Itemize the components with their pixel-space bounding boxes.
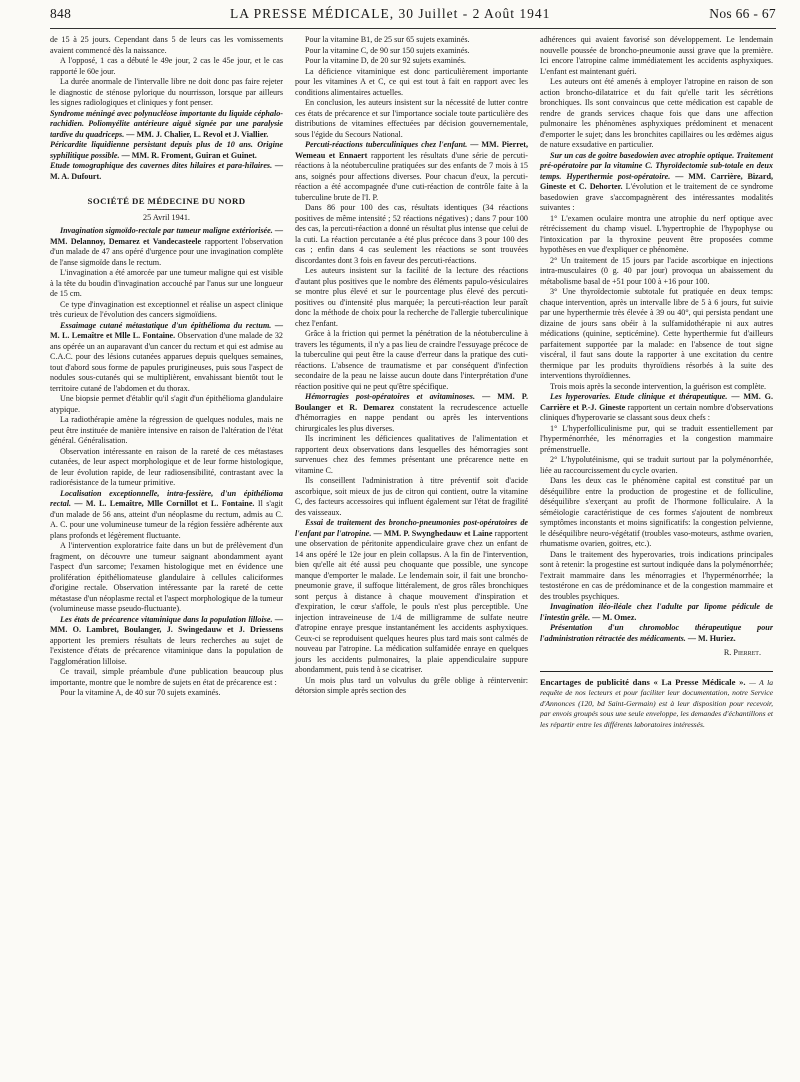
paragraph: Ils conseillent l'administration à titre préventif soit d'acide ascorbique, soit mieux de jus de citron qui contient, outre la vitamine C, des facteurs accessoires qui influent également sur l'état de fragilité des vaisseaux.: [295, 476, 528, 517]
paragraph: 2° L'hypolutéinisme, qui se traduit surtout par la polyménorrhée, liée au raccourcissement du cycle ovarien.: [540, 455, 773, 475]
communication-title: Les hyperovaries. Etude clinique et thérapeutique.: [550, 392, 728, 401]
communication-title: Péricardite liquidienne persistant depuis plus de 10 ans. Origine syphilitique possible.: [50, 140, 283, 160]
communication-authors: — M. L. Lemaître, Mlle Cornillot et L. Fontaine.: [74, 499, 255, 508]
communication-entry: [50, 140, 283, 161]
paragraph: Dans le traitement des hyperovaries, trois indications principales sont à retenir: la progestine est surtout indiquée dans la polyménorrhée; l'extrait mammaire dans les ménorragies et l'hyperménorrhée; la testostérone en cas de prédominance et de la congestion mammaire et des troubles psychiques.: [540, 549, 773, 601]
paragraph: Les auteurs insistent sur la facilité de la lecture des réactions d'autant plus positives que le nombre des éléments papulo-vésiculaires se montre plus élevé et sur le pourcentage plus élevé des percuti-positives ou d'intensité plus marquée; la percuti-réaction leur paraît donc la méthode de choix pour la recherche de l'allergie tuberculinique chez l'enfant.: [295, 266, 528, 328]
paragraph: Trois mois après la seconde intervention, la guérison est complète.: [550, 381, 767, 391]
communication-text: rapportent l'observation d'un malade de 47 ans opéré d'urgence pour une invagination complète de l'anse sigmoïde dans le rectum.: [50, 236, 283, 267]
paragraph: La durée anormale de l'intervalle libre ne doit donc pas faire rejeter le diagnostic de sténose pylorique du nourrisson, lorsque par ailleurs les signes radiologiques et cliniques y font penser.: [50, 77, 283, 107]
communication-authors: — MM. O. Lambret, Boulanger, J. Swingedauw et J. Driessens: [50, 614, 284, 634]
communication-entry: [50, 321, 283, 395]
paragraph: Une biopsie permet d'établir qu'il s'agit d'un épithélioma glandulaire atypique.: [50, 394, 283, 414]
communication-text: rapportent un certain nombre d'observations cliniques d'hyperovarie se classant sous deux chefs :: [540, 402, 774, 422]
communication-title: Hémorragies post-opératoires et avitaminoses.: [305, 392, 475, 401]
paragraph: 2° Un traitement de 15 jours par l'acide ascorbique en injections intra-musculaires (0 g. 40 par jour) provoqua un abaissement du métabolisme basal de +51 pour 100 à +16 pour 100.: [540, 255, 773, 286]
communication-entry: [540, 151, 773, 214]
communication-entry: [50, 226, 283, 268]
communication-authors: — MM. P. Boulanger et R. Demarez: [295, 392, 528, 412]
communication-authors: — M. Huriez.: [687, 633, 736, 643]
communication-entry: [540, 623, 773, 644]
advertising-notice: [540, 671, 773, 731]
communication-title: Percuti-réactions tuberculiniques chez l'enfant.: [305, 140, 468, 149]
column-2: [295, 35, 528, 1075]
communication-entry: [50, 109, 283, 141]
divider: [147, 209, 187, 210]
communication-entry: [295, 392, 528, 434]
communication-title: Essai de traitement des broncho-pneumonies post-opératoires de l'enfant par l'atropine.: [295, 518, 528, 538]
communication-authors: — MM. Pierret, Wemeau et Ennaert: [295, 140, 528, 160]
communication-title: Invagination sigmoïdo-rectale par tumeur maligne extériorisée.: [60, 226, 273, 235]
paragraph: A l'intervention exploratrice faite dans un but de prélèvement d'un fragment, on découvre une tumeur saignant abondamment ayant l'aspect d'un sarcome; l'examen histologique met en évidence une prolifération épithéliomateuse glandulaire à cellules caliciformes d'origine rectale. Observation intéressante par la rareté de cette métastase d'un néoplasme rectal et l'aspect morphologique de la tumeur (volumineuse masse pseudo-fluctuante).: [50, 541, 283, 613]
paragraph: La radiothérapie amène la régression de quelques nodules, mais ne peut être instituée de manière intensive en raison de l'altération de l'état général. Généralisation.: [50, 415, 283, 445]
paragraph: Dans les deux cas le phénomène capital est constitué par un déséquilibre entre la production de progestine et de folliculine, déséquilibre s'exerçant au profit de l'hormone folliculaire. A la séméiologie caractéristique de ces formes s'ajoutent de nombreux symptômes inconstants et moins significatifs: la congestion pelvienne, le déséquilibre neuro-végétatif (troubles vaso-moteurs, asthme ovarien, rhumatisme ovarien, goitres, etc.).: [540, 476, 773, 548]
notice-title: Encartages de publicité dans « La Presse Médicale ».: [540, 676, 746, 687]
communication-entry: [540, 392, 773, 424]
column-3: [540, 35, 773, 1075]
paragraph: de 15 à 25 jours. Cependant dans 5 de leurs cas les vomissements avaient commencé dès la naissance.: [50, 35, 283, 55]
communication-authors: — M. A. Dufourt.: [50, 161, 284, 181]
communication-authors: — M. Omez.: [592, 612, 637, 622]
communication-entry: [540, 602, 773, 623]
page-header: [50, 6, 776, 29]
communication-text: constatent la recrudescence actuelle d'hémorragies en nappe pendant ou après les interventions chirurgicales les plus diverses.: [295, 402, 528, 433]
communication-authors: — M. L. Lemaître et Mlle L. Fontaine.: [50, 320, 283, 340]
notice-text: — A la requête de nos lecteurs et pour faciliter leur documentation, notre Service d'Annonces (120, bd Saint-Germain) est à leur disposition pour recevoir, par envois groupés sous une seule enveloppe, les demandes d'échantillons et les répartir entre les différents laboratoires intéressés.: [540, 677, 773, 729]
paragraph: L'invagination a été amorcée par une tumeur maligne qui est visible à la tête du boudin d'invagination accouché par l'anus sur une longueur de 15 cm.: [50, 268, 283, 298]
paragraph: Grâce à la friction qui permet la pénétration de la néotuberculine à travers les téguments, il n'y a pas lieu de craindre l'essuyage précoce de la tuberculine qui peut être la cause d'erreur dans la pratique des cuti-réactions. L'absence de traumatisme et par conséquent d'infection secondaire de la peau ne laisse aucun doute dans l'interprétation d'une réaction positive qui ne peut qu'être spécifique.: [295, 329, 528, 391]
communication-authors: — MM. G. Carrière et P.-J. Gineste: [540, 392, 773, 412]
paragraph: 1° L'examen oculaire montra une atrophie du nerf optique avec rétrécissement du champ visuel. L'hypertrophie de l'hypophyse ou l'intoxication par la thyroxine peuvent être proposées comme hypothèses en vue d'expliquer ce phénomène.: [540, 213, 773, 254]
paragraph: Les auteurs ont été amenés à employer l'atropine en raison de son action broncho-dilatatrice et du fait qu'elle tarit les sécrétions bronchiques. Ils sont convaincus que cette médication est capable de rendre de grands services chaque fois que dans une affection pulmonaire les phénomènes asphyxiques prédominent et menacent d'emporter le sujet; dans les bronchites capillaires ou les œdèmes aigus de nature exsudative en particulier.: [540, 77, 773, 149]
journal-title: LA PRESSE MÉDICALE, 30 Juillet - 2 Août 1941: [230, 6, 551, 21]
issue-number: Nos 66 - 67: [709, 6, 776, 21]
communication-authors: — MM. Delannoy, Demarez et Vandecasteele: [50, 226, 284, 246]
paragraph: La déficience vitaminique est donc particulièrement importante pour les vitamines A et C, ce qui est tout à fait en rapport avec les conditions alimentaires actuelles.: [295, 66, 528, 97]
column-1: [50, 35, 283, 1075]
communication-text: Il s'agit d'un malade de 56 ans, atteint d'un néoplasme du rectum, admis au C. A. C. pour une volumineuse tumeur de la région fessière adhérente aux plans profonds et légèrement fluctuante.: [50, 499, 284, 540]
communication-title: Les états de précarence vitaminique dans la population lilloise.: [60, 614, 273, 624]
communication-authors: — MM. Carrière, Bizard, Gineste et C. Dehorter.: [540, 171, 774, 191]
paragraph: Ils incriminent les déficiences qualitatives de l'alimentation et rapportent deux observations dans lesquelles des hémorragies sont survenues chez des femmes présentant une précarence nette en vitamine C.: [295, 434, 528, 475]
signature: R. Pierret.: [723, 648, 761, 657]
communication-entry: [295, 140, 528, 203]
paragraph: 3° Une thyroïdectomie subtotale fut pratiquée en deux temps: chaque intervention, après un intervalle libre de 5 à 6 jours, fut suivie par une hyperthermie très élevée à 39 ou 40°, qui persista pendant une dizaine de jours sans obéir à la sulfamidothérapie ni aux autres médications (quinine, septicémine). Cette hyperthermie fut d'ailleurs parfaitement supportée par la malade: en l'absence de tout signe viscéral, il faut sans doute la rapporter à une excitation du centre thermique par les produits thyroïdiens résorbés à la suite des interventions thyroïdiennes.: [540, 287, 773, 380]
paragraph: Pour la vitamine C, de 90 sur 150 sujets examinés.: [305, 45, 470, 55]
society-heading: SOCIÉTÉ DE MÉDECINE DU NORD: [87, 196, 246, 206]
paragraph: Ce type d'invagination est exceptionnel et réalise un aspect clinique très curieux de l'évolution des cancers sigmoïdiens.: [50, 299, 283, 319]
communication-text: Observation d'une malade de 32 ans opérée un an auparavant d'un cancer du rectum et qui est admise au C.A.C. pour des lésions cutanées apparues depuis quelques semaines, tout d'abord sous forme de papules prurigineuses, puis sous l'aspect de nodules sous-cutanés qui se multiplièrent, envahissant bientôt tout le territoire cutané de l'abdomen et du thorax.: [50, 331, 283, 393]
paragraph: En conclusion, les auteurs insistent sur la nécessité de lutter contre ces états de précarence et sur l'importance sociale toute particulière des distributions de vitamines effectuées par décision gouvernementale, sous l'égide du Secours National.: [295, 98, 528, 139]
communication-text: rapportent les résultats d'une série de percuti-réactions à la néotuberculine pratiquées sur des enfants de 7 mois à 15 ans, soignés pour affections diverses. Pour chacun d'eux, la percuti-réaction a été accompagnée d'une cuti-réaction de contrôle faite à la tuberculine brute de l'I. P.: [295, 150, 528, 202]
communication-title: Invagination iléo-iléale chez l'adulte par lipome pédicule de l'intestin grêle.: [540, 602, 773, 622]
communication-entry: [50, 615, 283, 668]
paragraph: A l'opposé, 1 cas a débuté le 49e jour, 2 cas le 45e jour, et le cas rapporté le 60e jour.: [50, 56, 283, 76]
communication-title: Sur un cas de goitre basedowien avec atrophie optique. Traitement pré-opératoire par la vitamine C. Thyroïdectomie sub-totale en deux temps. Hyperthermie post-opératoire.: [540, 150, 773, 181]
paragraph: 1° L'hyperfolliculinisme pur, qui se traduit essentiellement par l'hyperménorrhée, les ménorragies et la congestion mammaire prémenstruelle.: [540, 423, 773, 454]
paragraph: Un mois plus tard un volvulus du grêle oblige à réintervenir: détorsion simple après section des: [295, 675, 528, 695]
communication-authors: — MM. R. Froment, Guiran et Guinet.: [121, 150, 257, 160]
communication-entry: [50, 161, 283, 182]
communication-title: Syndrome méningé avec polynucléose importante du liquide céphalo-rachidien. Poliomyélite antérieure aiguë signée par une paralysie tardive du quadriceps.: [50, 108, 283, 139]
paragraph: Ce travail, simple préambule d'une publication beaucoup plus importante, montre que le nombre de sujets en état de précarence est :: [50, 667, 283, 687]
paragraph: Pour la vitamine B1, de 25 sur 65 sujets examinés.: [305, 35, 470, 44]
communication-authors: — MM. P. Swynghedauw et Laine: [373, 528, 493, 538]
communication-text: apportent les premiers résultats de leurs recherches au sujet de l'existence d'états de précarence vitaminique dans la population de l'agglomération lilloise.: [50, 635, 283, 666]
paragraph: Pour la vitamine A, de 40 sur 70 sujets examinés.: [60, 688, 221, 697]
paragraph: adhérences qui avaient favorisé son développement. Le lendemain nouvelle poussée de broncho-pneumonie aussi grave que la première. Ici encore l'atropine calme immédiatement les accidents asphyxiques. L'enfant est maintenant guéri.: [540, 35, 773, 76]
communication-title: Essaimage cutané métastatique d'un épithélioma du rectum.: [60, 320, 272, 330]
page-number: 848: [50, 6, 72, 21]
session-date: 25 Avril 1941.: [143, 212, 190, 222]
communication-title: Etude tomographique des cavernes dites hilaires et para-hilaires.: [50, 161, 273, 170]
paragraph: Observation intéressante en raison de la rareté de ces métastases cutanées, de leur aspect morphologique et de leur forme histologique, de leur évolution rapide, de leur radiosensibilité, contrastant avec la radiorésistance de la tumeur primitive.: [50, 446, 283, 487]
communication-text: L'évolution et le traitement de ce syndrome basedowien grave s'accompagnèrent des intéressantes modalités suivantes :: [540, 182, 773, 212]
communication-authors: — MM. J. Chalier, L. Revol et J. Viallier.: [126, 129, 269, 139]
communication-entry: [50, 489, 283, 542]
communication-text: rapportent une observation de péritonite appendiculaire grave chez un enfant de 14 ans opéré le 12e jour en plein collapsus. A la fin de l'intervention, bien qu'elle ait été aussi peu choquante que possible, une syncope manque d'emporter le malade. Le lendemain soir, il fait une broncho-pneumonie grave, il suffoque littéralement, de gros râles bronchiques sont perçus à distance à chaque mouvement d'inspiration et d'expiration, le cœur s'affole, le pouls n'est plus perceptible. Une injection intraveineuse de 1/4 de milligramme de sulfate neutre d'atropine enraye presque instantanément les accidents asphyxiques. Ceux-ci se reproduisent quelques heures plus tard mais sont calmés de nouveau par l'atropine. La médication sulfamidée enraye en quelques jours les accidents pulmonaires, la plaie appendiculaire suppure abondamment, puis tend à se cicatriser.: [295, 528, 528, 674]
communication-entry: [295, 518, 528, 676]
paragraph: Dans 86 pour 100 des cas, résultats identiques (34 réactions positives de même intensité ; 52 réactions négatives) ; dans 7 pour 100 des cas, la percuti-réaction a donné un résultat plus intense que celui de la cuti. La réaction percutanée a été plus précoce dans 3 pour 100 des cas ; enfin dans 4 cas seulement les réactions se sont trouvées discordantes dont 3 fois en faveur des percuti-réactions.: [295, 203, 528, 265]
communication-title: Localisation exceptionnelle, intra-fessière, d'un épithélioma rectal.: [50, 488, 283, 508]
communication-title: Présentation d'un chromobloc thérapeutique pour l'administration rétractée des médicaments.: [540, 623, 773, 643]
paragraph: Pour la vitamine D, de 20 sur 92 sujets examinés.: [305, 56, 466, 65]
